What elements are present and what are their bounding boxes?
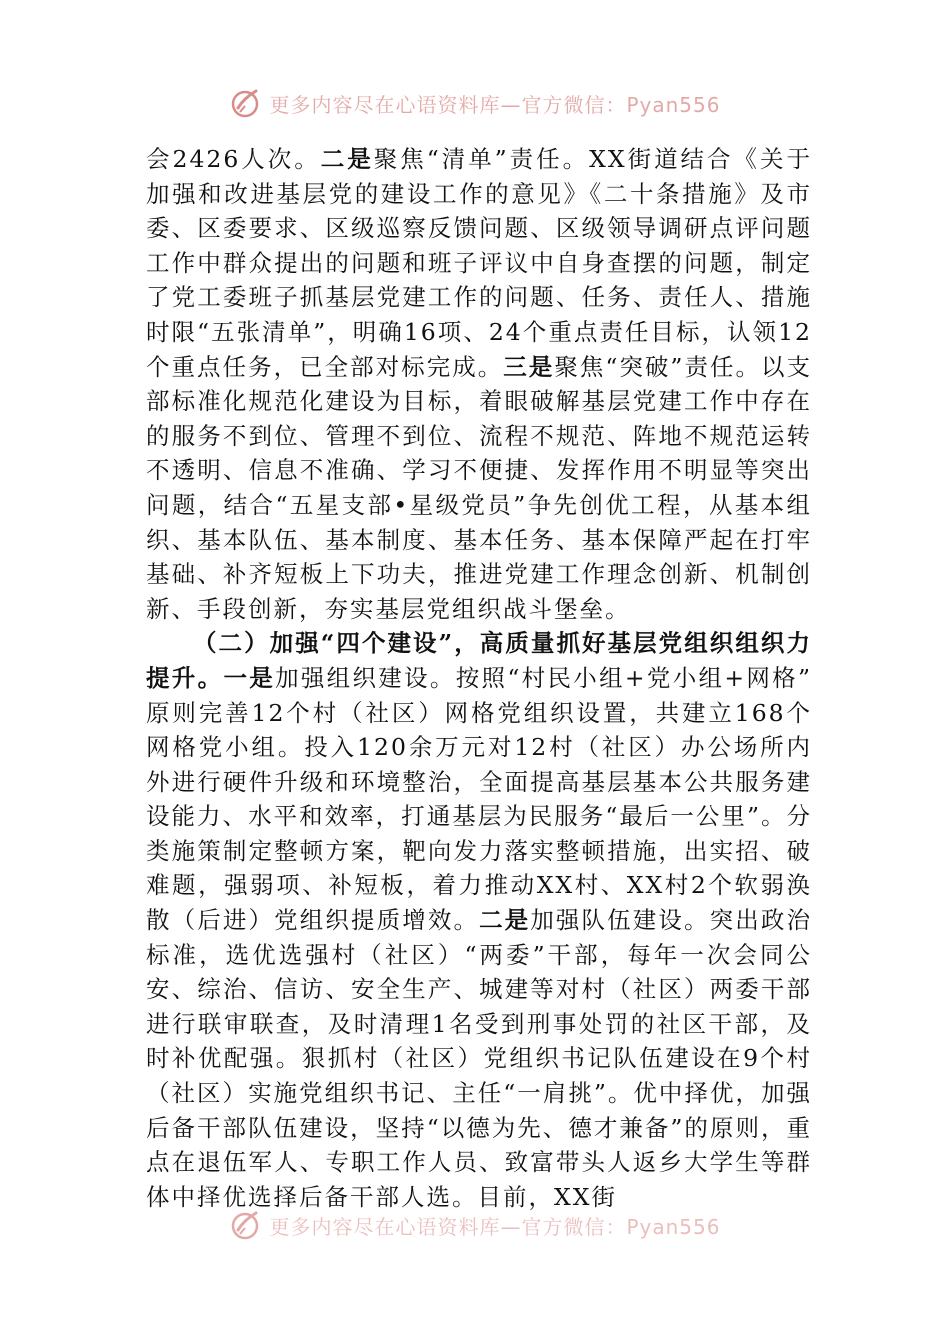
text-segment: 会2426人次。 xyxy=(146,145,321,173)
text-segment: 聚焦“突破”责任。以支部标准化规范化建设为目标，着眼破解基层党建工作中存在的服务不到位、管理不到位、流程不规范、阵地不规范运转不透明、信息不准确、学习不便捷、发挥作用不明显等突出问题，结合“五星支部•星级党员”争先创优工程，从基本组织、基本队伍、基本制度、基本任务、基本保障严起在打牢基础、补齐短板上下功夫，推进党建工作理念创新、机制创新、手段创新，夯实基层党组织战斗堡垒。 xyxy=(146,352,813,623)
document-body xyxy=(146,142,812,1214)
pen-logo-icon xyxy=(229,86,263,120)
bold-text-segment: 二是 xyxy=(320,145,374,173)
bold-text-segment: （二）加强“四个建设”，高质量抓好基层党组织组织力提升。 xyxy=(146,629,812,692)
bold-text-segment: 三是 xyxy=(503,352,555,381)
text-segment: 聚焦“清单”责任。XX街道结合《关于加强和改进基层党的建设工作的意见》《二十条措施》及市委、区委要求、区级巡察反馈问题、区级领导调研点评问题工作中群众提出的问题和班子评议中自身查摆的问题，制定了党工委班子抓基层党建工作的问题、任务、责任人、措施时限“五张清单”，明确16项、24个重点责任目标，认领12个重点任务，已全部对标完成。 xyxy=(146,145,813,381)
text-segment: 加强队伍建设。突出政治标准，选优选强村（社区）“两委”干部，每年一次会同公安、综治、信访、安全生产、城建等对村（社区）两委干部进行联审联查，及时清理1名受到刑事处罚的社区干部，及时补优配强。狠抓村（社区）党组织书记队伍建设在9个村（社区）实施党组织书记、主任“一肩挑”。优中择优，加强后备干部队伍建设，坚持“以德为先、德才兼备”的原则，重点在退伍军人、专职工作人员、致富带头人返乡大学生等群体中择优选择后备干部人选。目前，XX街 xyxy=(146,906,813,1211)
header-watermark-text: 更多内容尽在心语资料库—官方微信：Pyan556 xyxy=(269,92,721,117)
pen-logo-icon xyxy=(229,1208,263,1242)
footer-watermark-text: 更多内容尽在心语资料库—官方微信：Pyan556 xyxy=(269,1214,721,1239)
bold-text-segment: 二是 xyxy=(479,906,531,935)
text-segment: 加强组织建设。按照“村民小组+党小组+网格” 原则完善12个村（社区）网格党组织设置，共建立168个网格党小组。投入120余万元对12村（社区）办公场所内外进行硬件升级和环境整治，全面提高基层基本公共服务建设能力、水平和效率，打通基层为民服务“最后一公里”。分类施策制定整顿方案，靶向发力落实整顿措施，出实招、破难题，强弱项、补短板，着力推动XX村、XX村2个软弱涣散（后进）党组织提质增效。 xyxy=(146,663,812,935)
paragraph xyxy=(146,142,812,626)
footer-watermark xyxy=(0,1208,950,1242)
paragraph xyxy=(146,626,812,1214)
bold-text-segment: 一是 xyxy=(223,663,276,692)
header-watermark xyxy=(0,86,950,120)
